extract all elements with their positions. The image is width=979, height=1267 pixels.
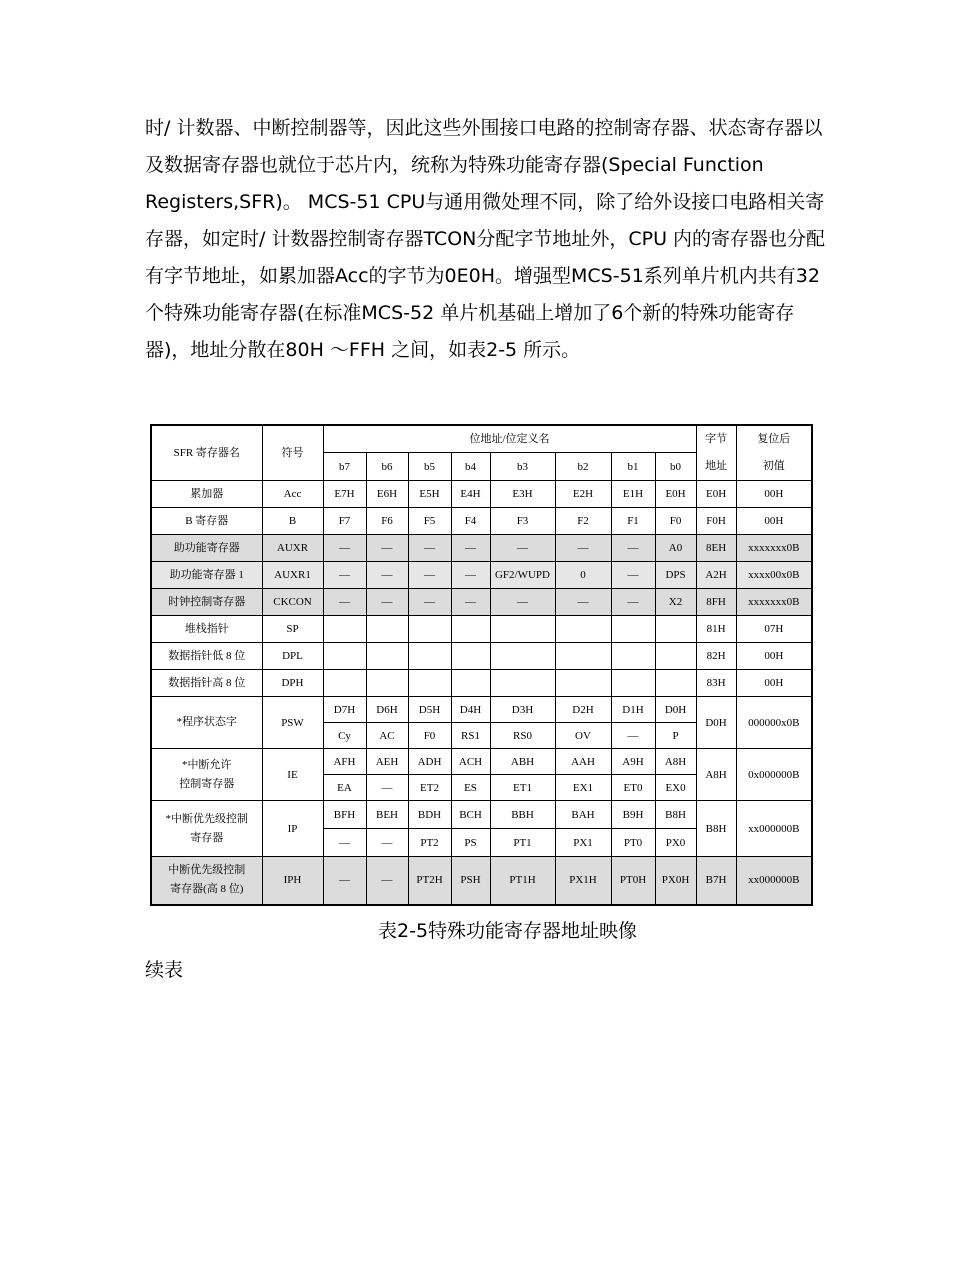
bit-cell: — xyxy=(451,562,490,589)
register-symbol-cell: IP xyxy=(262,801,323,857)
paragraph-line: 及数据寄存器也就位于芯片内，统称为特殊功能寄存器(Special Function xyxy=(145,154,764,176)
bit-cell: — xyxy=(323,535,366,562)
paragraph-line: 个特殊功能寄存器(在标准MCS-52 单片机基础上增加了6个新的特殊功能寄存 xyxy=(145,302,795,324)
table-row xyxy=(151,616,812,643)
header-reset-value-line: 复位后 xyxy=(757,433,791,445)
bit-name-cell: EX1 xyxy=(555,775,611,801)
bit-cell: — xyxy=(451,535,490,562)
bit-cell: PT0H xyxy=(611,857,655,905)
bit-address-cell: D6H xyxy=(366,697,408,723)
bit-address-cell: AFH xyxy=(323,749,366,775)
table-row xyxy=(151,697,812,723)
reset-value-cell: xxxxxxx0B xyxy=(736,535,812,562)
bit-cell: — xyxy=(366,589,408,616)
byte-address-cell: 8EH xyxy=(696,535,736,562)
bit-cell: X2 xyxy=(655,589,696,616)
table-row xyxy=(151,481,812,508)
bit-cell xyxy=(655,670,696,697)
bit-address-cell: BCH xyxy=(451,801,490,829)
register-name-line: 时钟控制寄存器 xyxy=(168,595,246,608)
header-bit-group: 位地址/位定义名 xyxy=(323,425,696,453)
register-symbol-cell: DPL xyxy=(262,643,323,670)
paragraph-line: Registers,SFR)。 MCS-51 CPU与通用微处理不同，除了给外设接口电路相关寄 xyxy=(145,191,825,213)
register-name-cell xyxy=(151,857,262,905)
bit-name-cell: — xyxy=(323,829,366,857)
table-caption: 表2-5特殊功能寄存器地址映像 xyxy=(378,920,638,942)
register-name-line: *中断允许 xyxy=(182,758,232,771)
bit-cell xyxy=(323,616,366,643)
table-row xyxy=(151,801,812,829)
bit-name-cell: PT2 xyxy=(408,829,451,857)
bit-name-cell: ET1 xyxy=(490,775,555,801)
bit-name-cell: RS0 xyxy=(490,723,555,749)
bit-address-cell: BDH xyxy=(408,801,451,829)
reset-value-cell: 07H xyxy=(736,616,812,643)
bit-cell xyxy=(555,616,611,643)
bit-cell xyxy=(323,670,366,697)
bit-name-cell: ET2 xyxy=(408,775,451,801)
bit-cell: — xyxy=(490,589,555,616)
bit-cell: 0 xyxy=(555,562,611,589)
register-name-line: B 寄存器 xyxy=(185,514,229,527)
register-name-line: 寄存器 xyxy=(190,831,224,844)
byte-address-cell: F0H xyxy=(696,508,736,535)
register-name-cell xyxy=(151,749,262,801)
bit-cell: — xyxy=(408,535,451,562)
header-byte-address-line: 字节 xyxy=(705,433,728,445)
bit-address-cell: B9H xyxy=(611,801,655,829)
bit-cell xyxy=(490,616,555,643)
bit-address-cell: B8H xyxy=(655,801,696,829)
header-symbol: 符号 xyxy=(262,425,323,481)
bit-name-cell: PS xyxy=(451,829,490,857)
continuation-label: 续表 xyxy=(145,959,184,981)
bit-cell xyxy=(490,643,555,670)
register-symbol-cell: PSW xyxy=(262,697,323,749)
register-name-line: 控制寄存器 xyxy=(179,777,235,790)
bit-cell: — xyxy=(555,535,611,562)
bit-cell: — xyxy=(323,857,366,905)
header-bit: b6 xyxy=(366,453,408,481)
header-bit: b5 xyxy=(408,453,451,481)
bit-cell: F5 xyxy=(408,508,451,535)
bit-name-cell: PT1 xyxy=(490,829,555,857)
byte-address-cell: A8H xyxy=(696,749,736,801)
paragraph-line: 器)，地址分散在80H ～FFH 之间，如表2-5 所示。 xyxy=(145,339,581,361)
bit-cell: — xyxy=(555,589,611,616)
bit-cell: — xyxy=(611,589,655,616)
bit-cell: DPS xyxy=(655,562,696,589)
reset-value-cell: xxxx00x0B xyxy=(736,562,812,589)
register-name-line: 中断优先级控制 xyxy=(168,864,246,877)
bit-name-cell: ET0 xyxy=(611,775,655,801)
header-bit: b1 xyxy=(611,453,655,481)
bit-cell xyxy=(366,643,408,670)
bit-cell: E2H xyxy=(555,481,611,508)
bit-cell: E0H xyxy=(655,481,696,508)
bit-name-cell: ES xyxy=(451,775,490,801)
bit-name-cell: PX1 xyxy=(555,829,611,857)
table-row xyxy=(151,749,812,775)
register-name-line: 助功能寄存器 1 xyxy=(169,568,244,581)
register-symbol-cell: CKCON xyxy=(262,589,323,616)
bit-cell: — xyxy=(408,562,451,589)
bit-address-cell: D4H xyxy=(451,697,490,723)
header-byte-address-line: 地址 xyxy=(705,460,728,472)
table-row xyxy=(151,670,812,697)
bit-address-cell: AAH xyxy=(555,749,611,775)
bit-address-cell: D0H xyxy=(655,697,696,723)
bit-name-cell: EA xyxy=(323,775,366,801)
register-symbol-cell: AUXR1 xyxy=(262,562,323,589)
bit-cell: PX0H xyxy=(655,857,696,905)
register-name-cell xyxy=(151,616,262,643)
bit-cell: E3H xyxy=(490,481,555,508)
reset-value-cell: xx000000B xyxy=(736,857,812,905)
bit-cell: PT2H xyxy=(408,857,451,905)
register-symbol-cell: IE xyxy=(262,749,323,801)
byte-address-cell: 81H xyxy=(696,616,736,643)
register-symbol-cell: Acc xyxy=(262,481,323,508)
register-symbol-cell: AUXR xyxy=(262,535,323,562)
table-row xyxy=(151,643,812,670)
bit-address-cell: D3H xyxy=(490,697,555,723)
bit-cell: — xyxy=(366,562,408,589)
bit-name-cell: P xyxy=(655,723,696,749)
header-bit: b7 xyxy=(323,453,366,481)
byte-address-cell: 82H xyxy=(696,643,736,670)
register-name-line: 堆栈指针 xyxy=(184,622,229,635)
bit-cell xyxy=(611,643,655,670)
register-name-cell xyxy=(151,670,262,697)
bit-name-cell: F0 xyxy=(408,723,451,749)
paragraph-line: 存器，如定时/ 计数器控制寄存器TCON分配字节地址外，CPU 内的寄存器也分配 xyxy=(145,228,826,250)
register-name-line: 数据指针高 8 位 xyxy=(168,676,246,689)
bit-cell xyxy=(555,643,611,670)
byte-address-cell: 8FH xyxy=(696,589,736,616)
bit-name-cell: — xyxy=(366,775,408,801)
byte-address-cell: E0H xyxy=(696,481,736,508)
bit-cell: — xyxy=(366,857,408,905)
bit-address-cell: D2H xyxy=(555,697,611,723)
byte-address-cell: A2H xyxy=(696,562,736,589)
reset-value-cell: xxxxxxx0B xyxy=(736,589,812,616)
sfr-address-table xyxy=(150,424,813,906)
bit-cell: E5H xyxy=(408,481,451,508)
paragraph-line: 时/ 计数器、中断控制器等，因此这些外围接口电路的控制寄存器、状态寄存器以 xyxy=(145,117,823,139)
byte-address-cell: D0H xyxy=(696,697,736,749)
bit-name-cell: Cy xyxy=(323,723,366,749)
bit-cell xyxy=(366,616,408,643)
bit-cell xyxy=(408,616,451,643)
bit-cell: — xyxy=(490,535,555,562)
bit-address-cell: BBH xyxy=(490,801,555,829)
bit-cell: — xyxy=(451,589,490,616)
bit-cell: — xyxy=(611,535,655,562)
bit-cell xyxy=(451,670,490,697)
bit-address-cell: BAH xyxy=(555,801,611,829)
bit-cell xyxy=(611,616,655,643)
bit-cell: F4 xyxy=(451,508,490,535)
bit-cell: PSH xyxy=(451,857,490,905)
bit-cell: F2 xyxy=(555,508,611,535)
bit-cell xyxy=(451,616,490,643)
bit-address-cell: A8H xyxy=(655,749,696,775)
bit-cell: — xyxy=(366,535,408,562)
register-name-cell xyxy=(151,801,262,857)
bit-address-cell: D1H xyxy=(611,697,655,723)
bit-address-cell: BEH xyxy=(366,801,408,829)
bit-address-cell: A9H xyxy=(611,749,655,775)
reset-value-cell: 00H xyxy=(736,508,812,535)
reset-value-cell: 00H xyxy=(736,670,812,697)
bit-address-cell: ACH xyxy=(451,749,490,775)
register-name-line: 寄存器(高 8 位) xyxy=(170,883,244,896)
bit-address-cell: ABH xyxy=(490,749,555,775)
bit-name-cell: — xyxy=(611,723,655,749)
reset-value-cell: 000000x0B xyxy=(736,697,812,749)
register-symbol-cell: SP xyxy=(262,616,323,643)
register-name-cell xyxy=(151,562,262,589)
bit-cell: F7 xyxy=(323,508,366,535)
bit-cell: E7H xyxy=(323,481,366,508)
bit-cell xyxy=(611,670,655,697)
bit-cell: — xyxy=(323,589,366,616)
register-name-cell xyxy=(151,643,262,670)
bit-cell: E6H xyxy=(366,481,408,508)
bit-name-cell: RS1 xyxy=(451,723,490,749)
bit-cell: PT1H xyxy=(490,857,555,905)
register-symbol-cell: B xyxy=(262,508,323,535)
header-bit: b2 xyxy=(555,453,611,481)
bit-cell xyxy=(655,643,696,670)
register-symbol-cell: IPH xyxy=(262,857,323,905)
bit-address-cell: D7H xyxy=(323,697,366,723)
bit-address-cell: AEH xyxy=(366,749,408,775)
header-sfr-name: SFR 寄存器名 xyxy=(151,425,262,481)
bit-address-cell: D5H xyxy=(408,697,451,723)
reset-value-cell: 00H xyxy=(736,643,812,670)
header-bit: b3 xyxy=(490,453,555,481)
bit-cell: F3 xyxy=(490,508,555,535)
bit-cell: E1H xyxy=(611,481,655,508)
register-name-cell xyxy=(151,481,262,508)
bit-cell xyxy=(490,670,555,697)
register-name-line: *中断优先级控制 xyxy=(165,812,248,825)
table-header-row xyxy=(151,425,812,453)
bit-cell xyxy=(555,670,611,697)
bit-cell: E4H xyxy=(451,481,490,508)
table-row xyxy=(151,589,812,616)
paragraph-line: 有字节地址，如累加器Acc的字节为0E0H。增强型MCS-51系列单片机内共有32 xyxy=(145,265,820,287)
header-bit: b4 xyxy=(451,453,490,481)
bit-name-cell: — xyxy=(366,829,408,857)
bit-address-cell: BFH xyxy=(323,801,366,829)
register-name-line: 助功能寄存器 xyxy=(173,541,240,554)
byte-address-cell: 83H xyxy=(696,670,736,697)
register-name-cell xyxy=(151,535,262,562)
bit-cell: F0 xyxy=(655,508,696,535)
body-paragraph xyxy=(145,110,825,369)
reset-value-cell: xx000000B xyxy=(736,801,812,857)
bit-cell: F6 xyxy=(366,508,408,535)
bit-cell xyxy=(323,643,366,670)
bit-address-cell: ADH xyxy=(408,749,451,775)
bit-name-cell: OV xyxy=(555,723,611,749)
bit-cell xyxy=(408,670,451,697)
register-name-line: 数据指针低 8 位 xyxy=(168,649,246,662)
bit-cell xyxy=(408,643,451,670)
bit-name-cell: PX0 xyxy=(655,829,696,857)
bit-cell: F1 xyxy=(611,508,655,535)
bit-name-cell: EX0 xyxy=(655,775,696,801)
bit-cell xyxy=(655,616,696,643)
bit-cell xyxy=(366,670,408,697)
header-byte-address xyxy=(696,425,736,481)
register-name-line: *程序状态字 xyxy=(176,716,237,728)
bit-cell: — xyxy=(611,562,655,589)
table-row xyxy=(151,535,812,562)
header-reset-value xyxy=(736,425,812,481)
bit-name-cell: AC xyxy=(366,723,408,749)
bit-cell: A0 xyxy=(655,535,696,562)
table-body xyxy=(151,481,812,905)
reset-value-cell: 00H xyxy=(736,481,812,508)
table-row xyxy=(151,508,812,535)
register-name-cell xyxy=(151,508,262,535)
bit-cell: PX1H xyxy=(555,857,611,905)
header-reset-value-line: 初值 xyxy=(762,460,785,472)
bit-cell xyxy=(451,643,490,670)
bit-cell: — xyxy=(323,562,366,589)
table-row xyxy=(151,562,812,589)
byte-address-cell: B7H xyxy=(696,857,736,905)
register-name-cell xyxy=(151,697,262,749)
register-symbol-cell: DPH xyxy=(262,670,323,697)
bit-cell: — xyxy=(408,589,451,616)
header-bit: b0 xyxy=(655,453,696,481)
register-name-cell xyxy=(151,589,262,616)
bit-cell: GF2/WUPD xyxy=(490,562,555,589)
byte-address-cell: B8H xyxy=(696,801,736,857)
bit-name-cell: PT0 xyxy=(611,829,655,857)
reset-value-cell: 0x000000B xyxy=(736,749,812,801)
register-name-line: 累加器 xyxy=(190,487,224,500)
table-row xyxy=(151,857,812,905)
